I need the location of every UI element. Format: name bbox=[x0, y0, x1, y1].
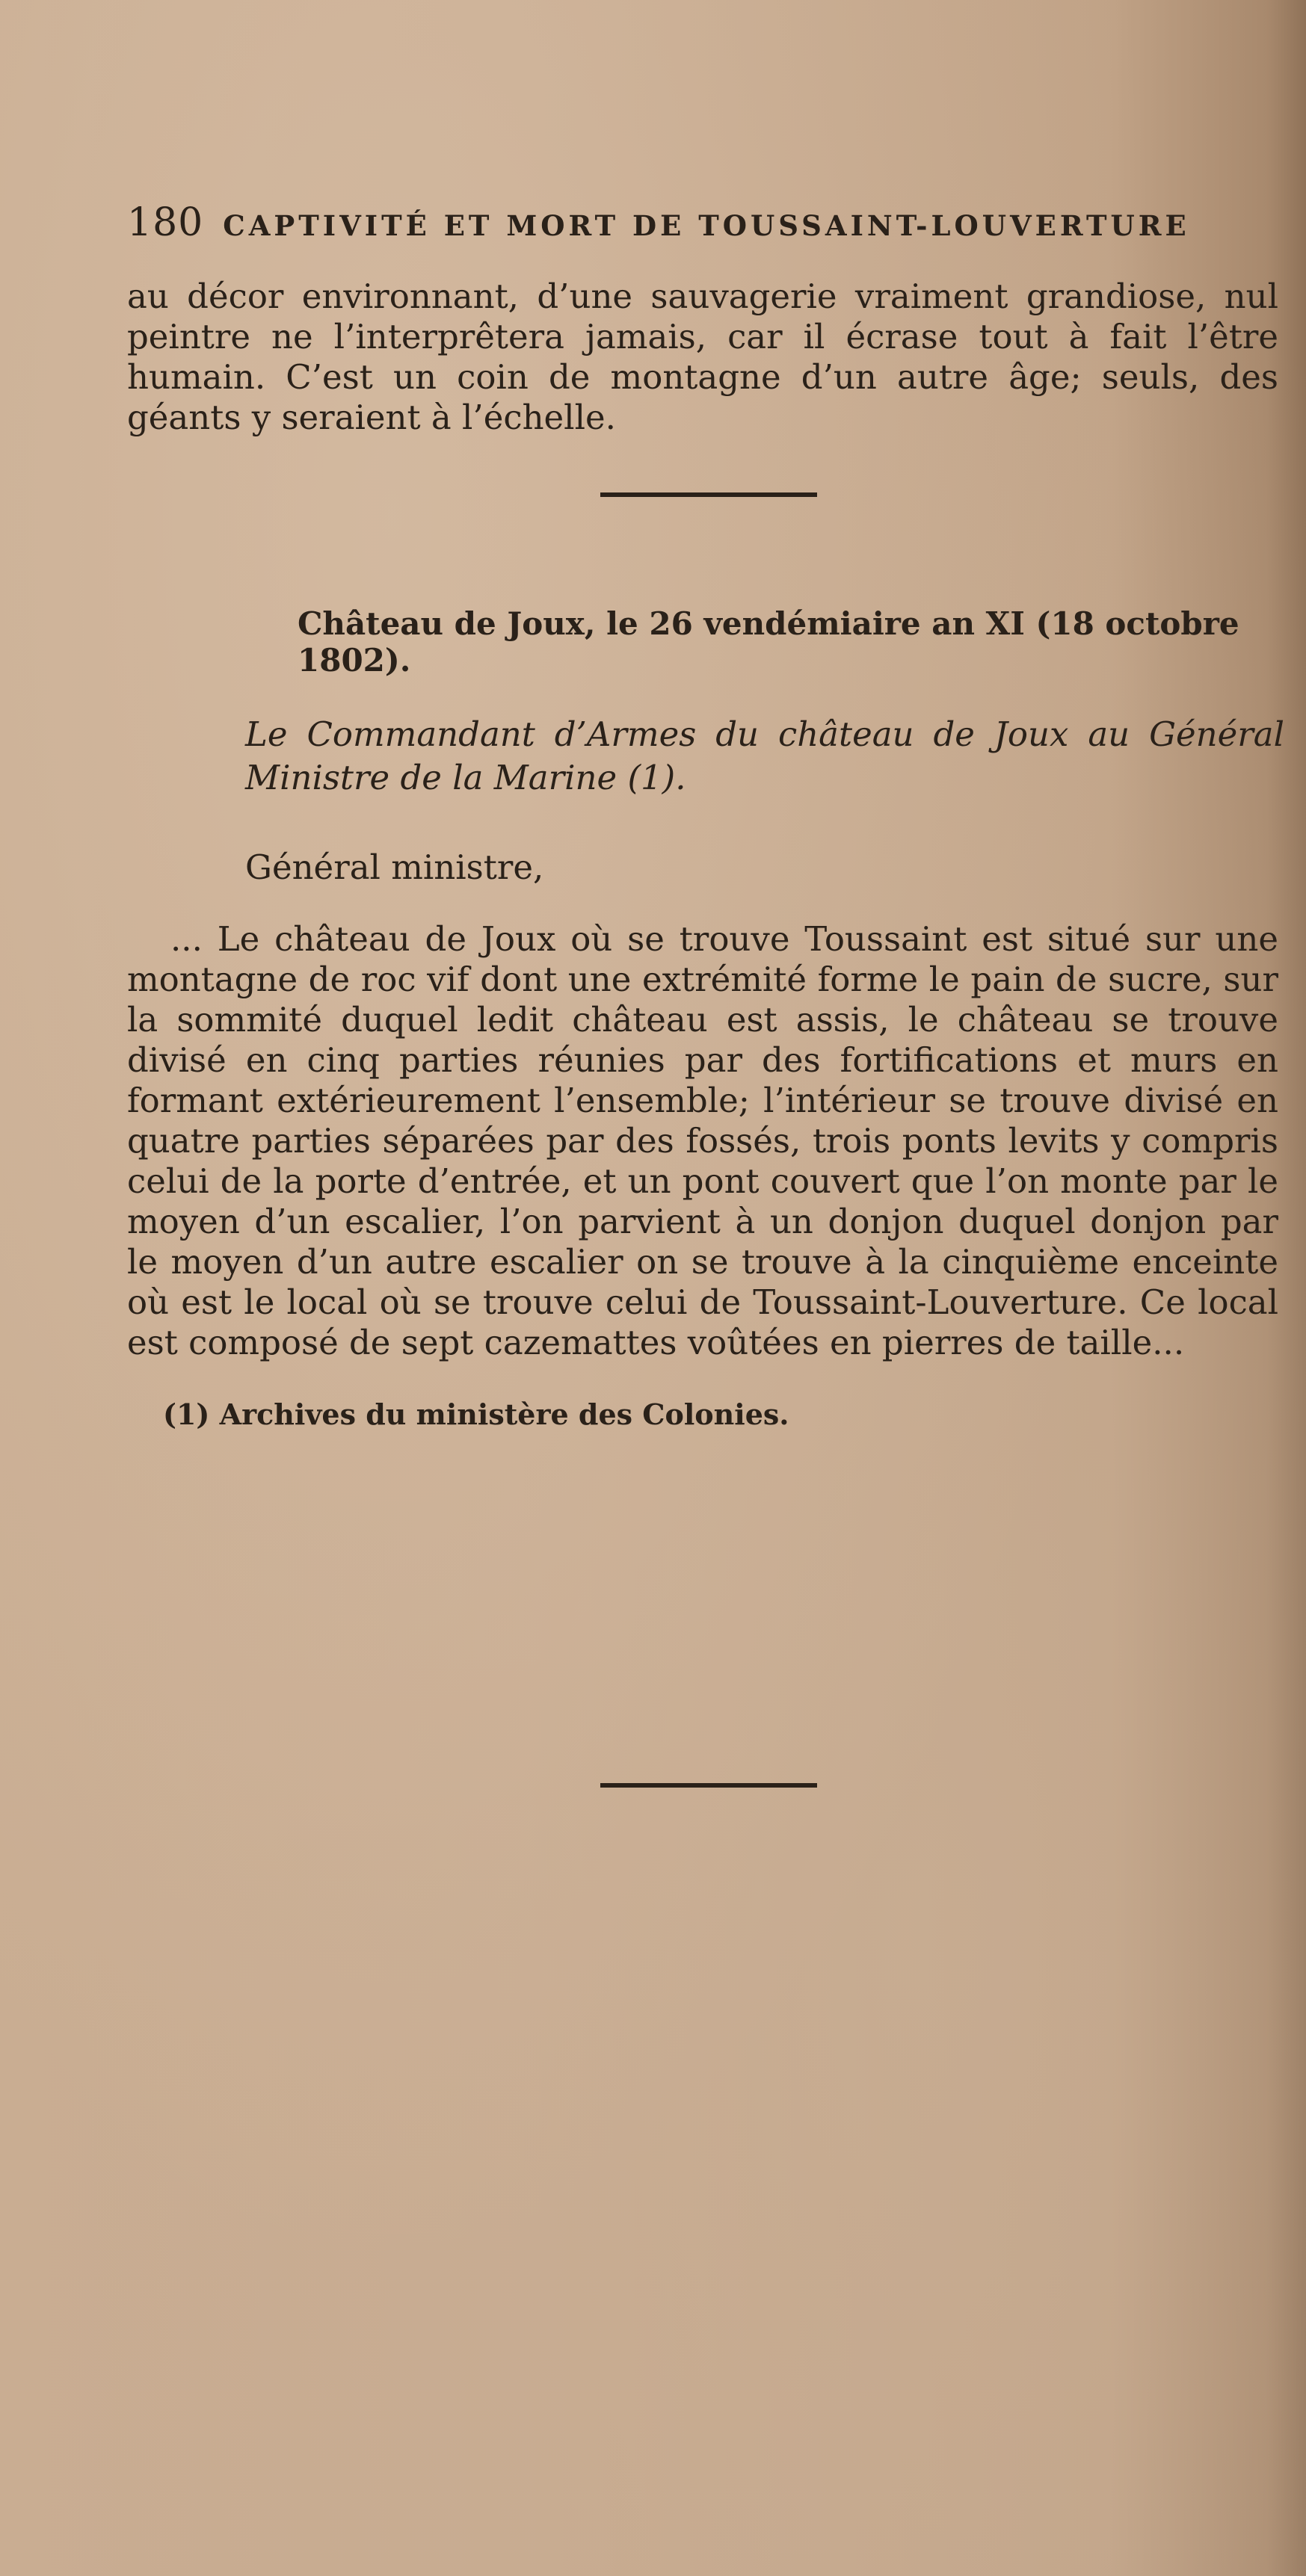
greeting: Général ministre, bbox=[245, 847, 544, 887]
dateline: Château de Joux, le 26 vendémiaire an XI (18 octobre 1802). bbox=[298, 605, 1239, 679]
section-divider bbox=[600, 492, 817, 497]
paragraph-top: au décor environnant, d’une sauvagerie vraiment grandiose, nul peintre ne l’interprêtera jamais, car il écrase tout à fait l’être humain. C’est un coin de montagne d’un autre âge; seuls, des géants y seraient à l’échelle. bbox=[127, 277, 1278, 437]
footnote: (1) Archives du ministère des Colonies. bbox=[163, 1397, 789, 1431]
running-head: CAPTIVITÉ ET MORT DE TOUSSAINT-LOUVERTURE bbox=[223, 209, 1190, 242]
paragraph-main: ... Le château de Joux où se trouve Toussaint est situé sur une montagne de roc vif dont une extrémité forme le pain de sucre, sur la sommité duquel ledit château est assis, le château se trouve divisé en cinq parties réunies par des fortifications et murs en formant extérieurement l’ensemble; l’intérieur se trouve divisé en quatre parties séparées par des fossés, trois ponts levits y compris celui de la porte d’entrée, et un pont couvert que l’on monte par le moyen d’un escalier, l’on parvient à un donjon duquel donjon par le moyen d’un autre escalier on se trouve à la cinquième enceinte où est le local où se trouve celui de Toussaint-Louverture. Ce local est composé de sept cazemattes voûtées en pierres de taille... bbox=[127, 919, 1278, 1362]
end-divider bbox=[600, 1783, 817, 1788]
page-number: 180 bbox=[127, 200, 204, 245]
letter-heading: Le Commandant d’Armes du château de Joux au Général Ministre de la Marine (1). bbox=[245, 714, 1284, 797]
page-header bbox=[127, 200, 1204, 245]
